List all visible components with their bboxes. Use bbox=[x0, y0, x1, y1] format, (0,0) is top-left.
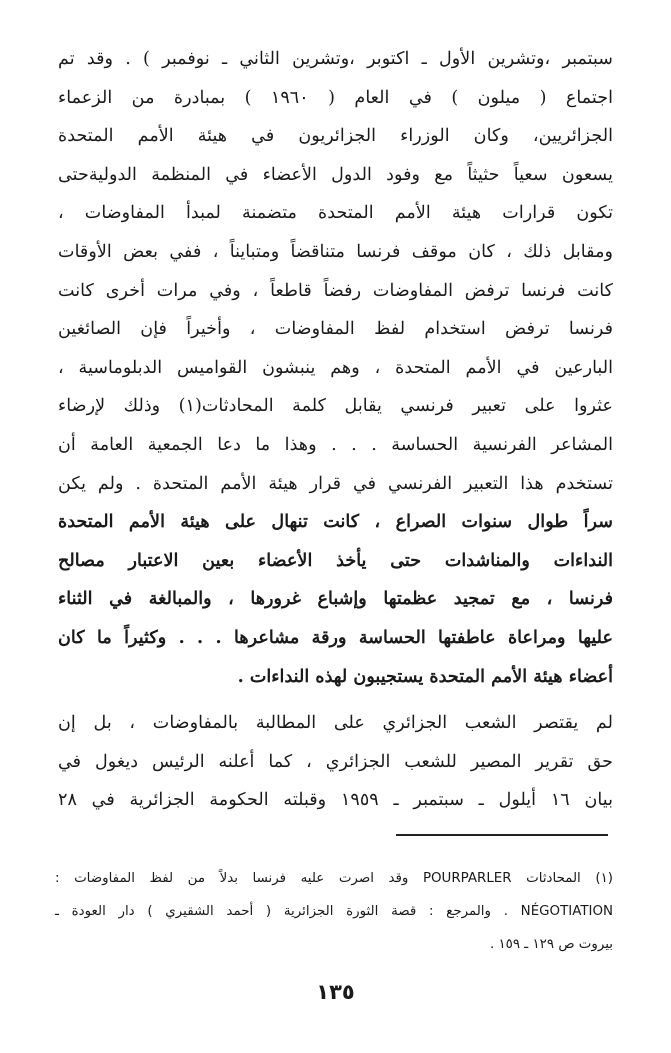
text-line: بيان ١٦ أيلول ـ سبتمبر ـ ١٩٥٩ وقبلته الحكومة الجزائرية في ٢٨ bbox=[58, 790, 613, 811]
text-line: فرنسا ترفض استخدام لفظ المفاوضات ، وأخيراً فإن الصائغين bbox=[58, 319, 613, 340]
text-line: ومقابل ذلك ، كان موقف فرنسا متناقضاً ومتبايناً ، ففي بعض الأوقات bbox=[58, 241, 613, 262]
text-line: البارعين في الأمم المتحدة ، وهم ينبشون القواميس الدبلوماسية ، bbox=[58, 357, 613, 378]
text-line-bold: أعضاء هيئة الأمم المتحدة يستجيبون لهذه النداءات . bbox=[237, 665, 613, 687]
text-line: لم يقتصر الشعب الجزائري على المطالبة بالمفاوضات ، بل إن bbox=[58, 713, 613, 734]
paragraph-2 bbox=[58, 704, 613, 820]
footnote-line: (١) المحادثات POURPARLER وقد اصرت عليه فرنسا بدلاً من لفظ المفاوضات : bbox=[55, 871, 613, 886]
text-line: المشاعر الفرنسية الحساسة . . . وهذا ما دعا الجمعية العامة أن bbox=[58, 434, 613, 455]
body-text bbox=[58, 40, 613, 820]
footnote-divider bbox=[396, 834, 608, 836]
text-line: سبتمبر ،وتشرين الأول ـ اكتوبر ،وتشرين الثاني ـ نوفمبر ) . وقد تم bbox=[58, 49, 613, 69]
footnote-line: NÉGOTIATION . والمرجع : قصة الثورة الجزائرية ( أحمد الشقيري ) دار العودة ـ bbox=[55, 904, 613, 919]
page-number: ١٣٥ bbox=[316, 980, 355, 1004]
footnotes bbox=[55, 862, 613, 961]
text-line: تستخدم هذا التعبير الفرنسي في قرار هيئة الأمم المتحدة . ولم يكن bbox=[58, 473, 613, 494]
text-line: اجتماع ( ميلون ) في العام ( ١٩٦٠ ) بمبادرة من الزعماء bbox=[58, 87, 613, 108]
text-line-bold: عليها ومراعاة عاطفتها الحساسة ورقة مشاعرها . . . وكثيراً ما كان bbox=[58, 626, 613, 648]
text-line: كانت فرنسا ترفض المفاوضات رفضاً قاطعاً ، وفي مرات أخرى كانت bbox=[58, 280, 613, 301]
text-line-bold: سراً طوال سنوات الصراع ، كانت تنهال على هيئة الأمم المتحدة bbox=[58, 511, 613, 533]
text-line: يسعون سعياً حثيثاً مع وفود الدول الأعضاء في المنظمة الدوليةحتى bbox=[58, 164, 613, 185]
footnote-line: بيروت ص ١٢٩ ـ ١٥٩ . bbox=[489, 937, 613, 952]
text-line-bold: فرنسا ، مع تمجيد عظمتها وإشباع غرورها ، والمبالغة في الثناء bbox=[58, 588, 613, 610]
text-line: حق تقرير المصير للشعب الجزائري ، كما أعلنه الرئيس ديغول في bbox=[58, 751, 613, 772]
text-line: الجزائريين، وكان الوزراء الجزائريون في هيئة الأمم المتحدة bbox=[58, 126, 613, 147]
text-line: عثروا على تعبير فرنسي يقابل كلمة المحادثات(١) وذلك لإرضاء bbox=[58, 396, 613, 417]
text-line-bold: النداءات والمناشدات حتى يأخذ الأعضاء بعين الاعتبار مصالح bbox=[58, 549, 613, 571]
text-line: تكون قرارات هيئة الأمم المتحدة متضمنة لمبدأ المفاوضات ، bbox=[58, 203, 613, 224]
